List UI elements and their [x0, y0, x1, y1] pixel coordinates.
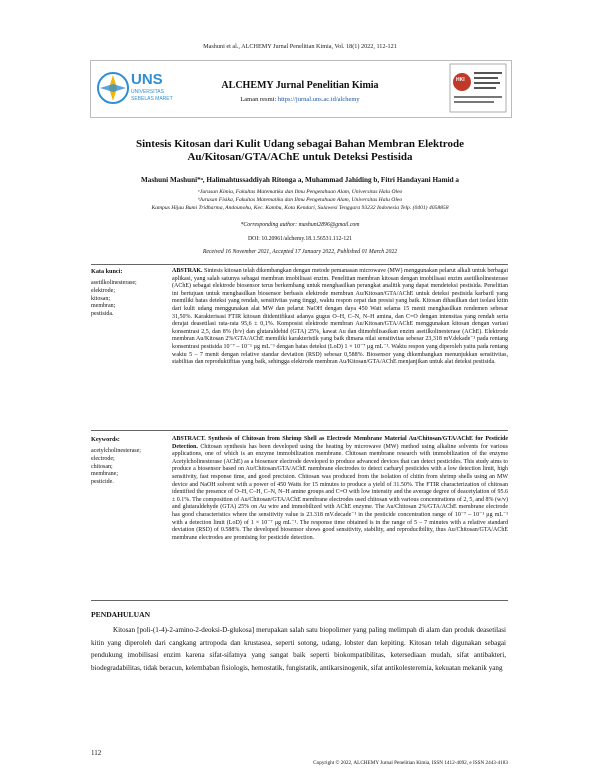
- abstrak-paragraph: [172, 268, 508, 367]
- abstrak-text: Sintesis kitosan telah dikembangkan dengan metode pemanasan microwave (MW) menggunakan pelarut alkali untuk berbagai aplikasi, yang salah satunya sebagai membran imobilisasi enzim. Penelitian membran kitosan dengan imobilisasi enzim asetilkolinesterase (AChE) sebagai elektrode biosensor terus berkembang untuk menghasilkan perangkat analitik yang dapat mendeteksi pestisida. Penelitian ini bertujuan untuk menghasilkan biosensor berbasis elektrode membran Au/Kitosan/GTA/AChE untuk deteksi pestisida karbaril yang memiliki batas deteksi yang rendah, sensitivitas yang tinggi, waktu respon cepat dan presisi yang baik. Kitosan dihasilkan dari isolasi kitin dari kulit udang menggunakan alat MW dan pelarut NaOH dengan daya 450 Watt selama 15 menit menghasilkan rendemen sebesar 31,50%. Karakterisasi FTIR kitosan diidentifikasi adanya gugus O–H, C–N, N–H amina, dan C=O dengan intensitas yang rendah serta derajat deasetilasi rata-rata 95,6 ± 0,1%. Komposisi elektrode membran Au/Kitosan/GTA/AChE menggunakan kitosan dengan variasi konsentrasi 2,5, dan 8% (b/v) dan glutaraldehid (GTA) 25%, kawat Au dan diimobilisasikan enzim asetilkolinesterase (AChE). Elektrode membran Au/Kitosan 2%/GTA/AChE memiliki karakteristik yang baik dimana nilai sensitivitas sebesar 23,318 mV.dekade⁻¹ pada rentang konsentrasi pestisida 10⁻⁷ – 10⁻¹ µg mL⁻¹ dengan batas deteksi (LoD) 1 × 10⁻⁷ µg mL⁻¹. Waktu respon yang diperoleh yaitu pada rentang waktu 5 – 7 menit dengan relative standar deviation (RSD) sebesar 0,588%. Biosensor yang dikembangkan menunjukkan sensitivitas, stabilitas dan reproduktifitas yang baik, sehingga elektrode membran Au/Kitosan/GTA/AChE menjanjikan untuk alat deteksi pestisida.: [172, 268, 509, 366]
- kata-kunci-item: kitosan;: [91, 295, 110, 302]
- affiliations: [60, 188, 540, 212]
- affiliation-a: ᵃJurusan Kimia, Fakultas Matematika dan Ilmu Pengetahuan Alam, Universitas Halu Oleo: [197, 189, 403, 195]
- section-heading: PENDAHULUAN: [91, 610, 151, 619]
- keyword-item: membrane;: [91, 471, 118, 478]
- corresponding-author: *Corresponding author: mashuni2896@gmail.com: [240, 222, 360, 228]
- affiliation-address: Kampus Hijau Bumi Tridharma, Andounohu, Kec. Kambu, Kota Kendari, Sulawesi Tenggara 93232 Indonesia Telp. (0401) 4058858: [151, 205, 449, 211]
- keyword-item: pesticide.: [91, 479, 114, 486]
- abstrak-label: ABSTRAK.: [172, 268, 203, 274]
- article-title: [80, 138, 520, 164]
- kata-kunci-block: [91, 268, 153, 319]
- divider: [91, 264, 508, 265]
- hki-logo-mark: [448, 62, 508, 114]
- keyword-item: electrode;: [91, 455, 115, 462]
- copyright-footer: Copyright © 2022, ALCHEMY Jurnal Penelitian Kimia, ISSN 1412-4092, e ISSN 2443-4183: [313, 760, 508, 766]
- kata-kunci-item: pestisida.: [91, 311, 114, 318]
- abstract-label: ABSTRACT. Synthesis of Chitosan from Shrimp Shell as Electrode Membrane Material Au/Chitosan/GTA/AChE for Pesticide Detection.: [172, 436, 508, 450]
- kata-kunci-item: elektrode;: [91, 287, 115, 294]
- journal-url-label: Laman resmi:: [240, 96, 277, 103]
- affiliation-b: ᵇJurusan Fisika, Fakultas Matematika dan Ilmu Pengetahuan Alam, Universitas Halu Oleo: [197, 197, 403, 203]
- kata-kunci-heading: Kata kunci:: [91, 268, 123, 275]
- title-line-1: Sintesis Kitosan dari Kulit Udang sebagai Bahan Membran Elektrode: [135, 138, 464, 150]
- journal-name: ALCHEMY Jurnal Penelitian Kimia: [221, 80, 379, 91]
- kata-kunci-item: membran;: [91, 303, 116, 310]
- page-number: 112: [91, 749, 102, 757]
- running-header: Mashuni et al., ALCHEMY Jurnal Penelitian Kimia, Vol. 18(1) 2022, 112-121: [203, 43, 397, 50]
- uns-logo-sub2: SEBELAS MARET: [131, 96, 173, 102]
- uns-logo: [93, 67, 183, 109]
- keywords-block: [91, 436, 161, 487]
- divider: [91, 600, 508, 601]
- abstract-text: Chitosan synthesis has been developed using the heating by microwave (MW) method using alkaline solvents for various applications, one of which is an enzyme immobilization membrane. Chitosan membrane research with immobilization of the enzyme Acetylcholinesterase (AChE) as a biosensor electrode developed to produce advanced devices that can detect pesticides. This study aims to produce a biosensor based on Au/Chitosan/GTA/AChE membrane electrodes to detect carbaryl pesticides with a low detection limit, high sensitivity, fast response time, and good precision. Chitosan was produced from the isolation of chitin from shrimp shells using an MW device and NaOH solvent with a power of 450 Watts for 15 minutes to produce a yield of 31.50%. The FTIR characterization of chitosan identified the presence of O–H, C–H, C–N, N–H amine groups and C=O with low intensity and the average degree of deacetylation of 95.6 ± 0.1%. The composition of Au/Chitosan/GTA/AChE membrane electrodes used chitosan with various concentrations of 2, 5, and 8% (w/v) and glutaraldehyde (GTA) 25% on Au wire and immobilized with AChE enzyme. The Au/Chitosan 2%/GTA/AChE membrane electrode has good characteristics where the sensitivity value is 23.318 mV.decade⁻¹ in the pesticide concentration range of 10⁻⁷ – 10⁻¹ µg mL⁻¹ with a detection limit (LoD) of 1 × 10⁻⁷ µg mL⁻¹. The response time obtained is in the range of 5 – 7 minutes with a relative standard deviation (RSD) of 0.588%. The developed biosensor shows good sensitivity, stability, and reproducibility, thus Au/Chitosan/GTA/AChE membrane electrodes are promising for pesticide detection.: [172, 443, 508, 541]
- hki-logo: [448, 62, 508, 114]
- uns-logo-sub1: UNIVERSITAS: [131, 89, 164, 95]
- authors: Mashuni Mashuni*ᵃ, Halimahtussaddiyah Ritonga a, Muhammad Jahiding b, Fitri Handayani Hamid a: [140, 176, 460, 184]
- abstract-paragraph: [172, 436, 508, 542]
- journal-url-link[interactable]: https://jurnal.uns.ac.id/alchemy: [277, 96, 360, 103]
- keywords-heading: Keywords:: [91, 436, 120, 443]
- keyword-item: chitosan;: [91, 463, 113, 470]
- doi: DOI: 10.20961/alchemy.18.1.56531.112-121: [247, 236, 353, 242]
- article-dates: Received 16 November 2021, Accepted 17 January 2022, Published 01 March 2022: [202, 249, 398, 255]
- intro-paragraph: Kitosan [poli-(1-4)-2-amino-2-deoksi-D-glukosa] merupakan salah satu biopolimer yang paling melimpah di alam dan produk deasetilasi kitin yang diperoleh dari cangkang artropoda dan krustasea, seperti sotong, udang, lobster dan kepiting. Kitosan telah digunakan sebagai pendukung imobilisasi enzim karena sifat-sifatnya yang sangat baik seperti biokompatibilitas, ketersediaan mudah, sifat antibakteri, biodegradabilitas, tidak beracun, kelembaban fisiologis, hemostatik, fungistatik, antikarsinogenik, sifat antikolesteremia, kekuatan mekanik yang: [91, 626, 506, 672]
- kata-kunci-item: asetilkolinesterase;: [91, 280, 137, 286]
- journal-url-line: [200, 96, 400, 103]
- title-line-2: Au/Kitosan/GTA/AChE untuk Deteksi Pestisida: [187, 151, 413, 163]
- keyword-item: acetylcholinesterase;: [91, 448, 141, 454]
- uns-logo-text: UNS: [131, 71, 163, 88]
- hki-logo-text: HKI: [456, 77, 465, 83]
- divider: [91, 430, 508, 431]
